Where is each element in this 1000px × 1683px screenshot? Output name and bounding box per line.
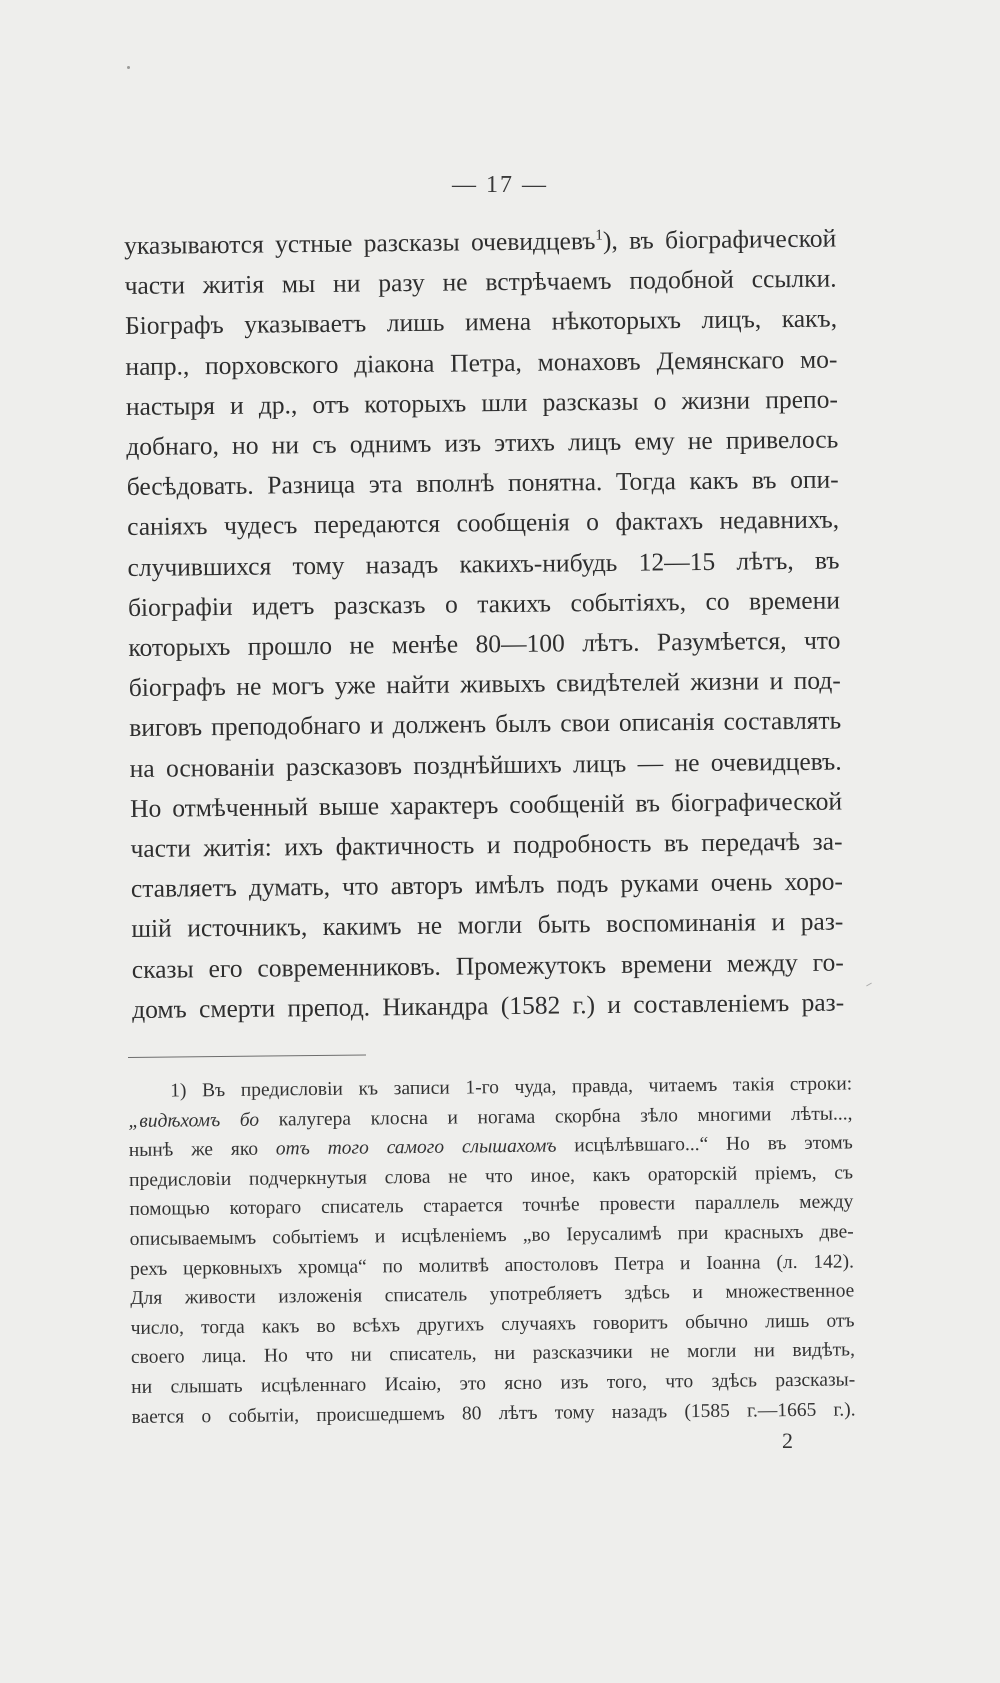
footnote-line: ни слышать исцѣленнаго Исаію, это ясно изъ того, что здѣсь разсказы- [131, 1369, 856, 1398]
text-line: виговъ преподобнаго и долженъ былъ свои описанія составлять [129, 705, 842, 743]
text-line: шій источникъ, какимъ не могли быть воспоминанія и раз- [131, 906, 844, 944]
text-line: бесѣдовать. Разница эта вполнѣ понятна. Тогда какъ въ опи- [126, 464, 839, 502]
text-line: домъ смерти препод. Никандра (1582 г.) и составленіемъ раз- [132, 987, 845, 1024]
footnote-text: нынѣ же яко [128, 1138, 276, 1162]
paper-mark [866, 983, 872, 987]
text-line: ставляетъ думать, что авторъ имѣлъ подъ руками очень хоро- [130, 866, 844, 904]
footnote-line: число, тогда какъ во всѣхъ другихъ случаяхъ говоритъ обычно лишь отъ [130, 1310, 855, 1339]
main-text [124, 219, 844, 1030]
footnote-quote-italic: „видѣхомъ бо [128, 1109, 260, 1132]
footnote-text: Въ предисловіи къ записи 1-го чуда, правда, читаемъ такія строки: [201, 1073, 853, 1102]
footnote-reference: 1 [595, 227, 603, 244]
footnote-divider [128, 1055, 366, 1058]
footnote-text: исцѣлѣвшаго...“ Но въ этомъ [556, 1132, 853, 1157]
footnote-line: своего лица. Но что ни списатель, ни разсказчики не могли ни видѣть, [130, 1339, 856, 1369]
footnote [128, 1069, 856, 1432]
footnote-marker: 1) [170, 1080, 187, 1102]
footnote-line: описываемымъ событіемъ и исцѣленіемъ „во Іерусалимѣ при красныхъ две- [129, 1221, 854, 1250]
text-line: на основаніи разсказовъ позднѣйшихъ лицъ — не очевидцевъ. [129, 746, 842, 783]
text-line: случившихся тому назадъ какихъ-нибудь 12—15 лѣтъ, въ [127, 545, 840, 582]
footnote-line: вается о событіи, происшедшемъ 80 лѣтъ тому назадъ (1585 г.—1665 г.). [131, 1398, 856, 1428]
text-line: настыря и др., отъ которыхъ шли разсказы о жизни препо- [125, 384, 839, 421]
text-line: которыхъ прошло не менѣе 80—100 лѣтъ. Разумѣется, что [128, 625, 841, 663]
text-line: части житія мы ни разу не встрѣчаемъ подобной ссылки. [124, 263, 837, 301]
text-fragment: ), въ біографической [602, 223, 837, 255]
footnote-line: Для живости изложенія списатель употребляетъ здѣсь и множественное [130, 1280, 855, 1310]
text-line: біографіи идетъ разсказъ о такихъ событіяхъ, со времени [127, 585, 841, 622]
text-line: напр., порховского діакона Петра, монаховъ Демянскаго мо- [125, 344, 838, 381]
text-line: части житія: ихъ фактичность и подробность въ передачѣ за- [130, 826, 843, 864]
printer-signature-mark: 2 [782, 1428, 793, 1453]
paper-speck [127, 66, 130, 69]
text-line: біографъ не могъ уже найти живыхъ свидѣтелей жизни и под- [128, 665, 841, 703]
footnote-line: предисловіи подчеркнутыя слова не что иное, какъ ораторскій пріемъ, съ [128, 1162, 854, 1191]
text-line: сказы его современниковъ. Промежутокъ времени между го- [131, 947, 844, 984]
text-line: Но отмѣченный выше характеръ сообщеній въ біографической [129, 786, 843, 823]
footnote-line: рехъ церковныхъ хромца“ по молитвѣ апостоловъ Петра и Іоанна (л. 142). [129, 1250, 855, 1280]
page-number: — 17 — [452, 172, 548, 198]
text-line: добнаго, но ни съ однимъ изъ этихъ лицъ ему не привелось [126, 424, 839, 462]
footnote-quote-italic: отъ того самого слышахомъ [275, 1135, 557, 1160]
footnote-text: калугера клосна и ногама скорбна зѣло многими лѣты..., [258, 1103, 853, 1131]
text-line: саніяхъ чудесъ передаются сообщенія о фактахъ недавнихъ, [126, 504, 840, 542]
text-fragment: указываются устные разсказы очевидцевъ [124, 226, 596, 260]
footnote-line: помощью котораго списатель старается точнѣе провести параллель между [129, 1191, 854, 1221]
text-line: Біографъ указываетъ лишь имена нѣкоторыхъ лицъ, какъ, [124, 303, 838, 341]
